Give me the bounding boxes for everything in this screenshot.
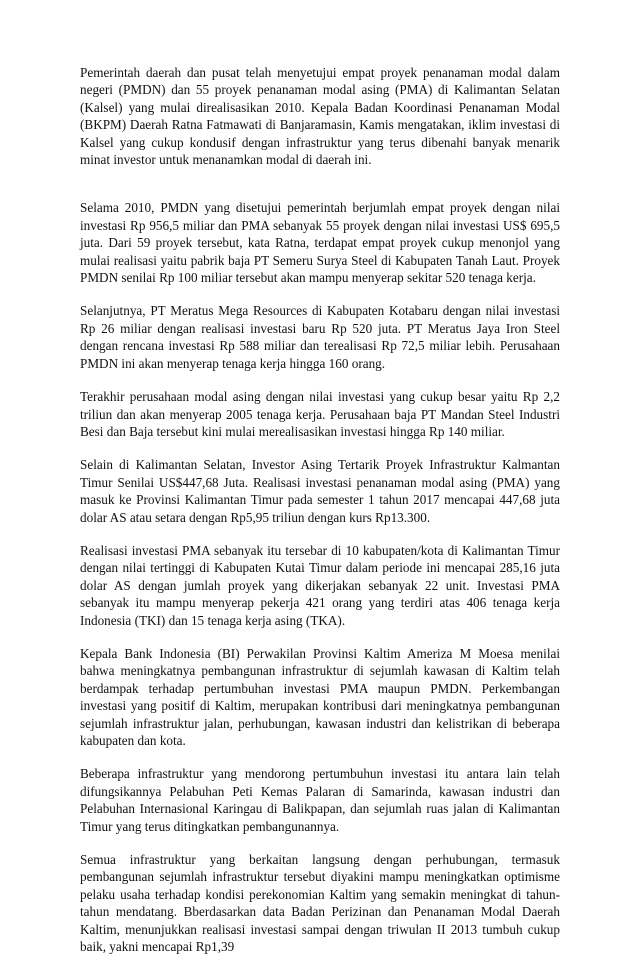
paragraph: Selain di Kalimantan Selatan, Investor Asing Tertarik Proyek Infrastruktur Kalmantan Timur Senilai US$447,68 Juta. Realisasi investasi penanaman modal asing (PMA) yang masuk ke Provinsi Kalimantan Timur pada semester 1 tahun 2017 mencapai 447,68 juta dolar AS atau setara dengan Rp5,95 triliun dengan kurs Rp13.300. [80, 457, 560, 525]
paragraph: Terakhir perusahaan modal asing dengan nilai investasi yang cukup besar yaitu Rp 2,2 triliun dan akan menyerap 2005 tenaga kerja. Perusahaan baja PT Mandan Steel Industri Besi dan Baja tersebut kini mulai merealisasikan investasi hingga Rp 140 miliar. [80, 389, 560, 439]
paragraph: Selanjutnya, PT Meratus Mega Resources di Kabupaten Kotabaru dengan nilai investasi Rp 26 miliar dengan realisasi investasi baru Rp 520 juta. PT Meratus Jaya Iron Steel dengan rencana investasi Rp 588 miliar dan terealisasi Rp 72,5 miliar lebih. Perusahaan PMDN ini akan menyerap tenaga kerja hingga 160 orang. [80, 303, 560, 371]
paragraph: Pemerintah daerah dan pusat telah menyetujui empat proyek penanaman modal dalam negeri (PMDN) dan 55 proyek penanaman modal asing (PMA) di Kalimantan Selatan (Kalsel) yang mulai direalisasikan 2010. Kepala Badan Koordinasi Penanaman Modal (BKPM) Daerah Ratna Fatmawati di Banjaramasin, Kamis mengatakan, iklim investasi di Kalsel yang cukup kondusif dengan infrastruktur yang terus dibenahi banyak menarik minat investor untuk menanamkan modal di daerah ini. [80, 65, 560, 168]
paragraph: Realisasi investasi PMA sebanyak itu tersebar di 10 kabupaten/kota di Kalimantan Timur dengan nilai tertinggi di Kabupaten Kutai Timur dalam periode ini mencapai 285,16 juta dolar AS dengan jumlah proyek yang dikerjakan sebanyak 22 unit. Investasi PMA sebanyak itu mampu menyerap pekerja 421 orang yang terdiri atas 406 tenaga kerja Indonesia (TKI) dan 15 tenaga kerja asing (TKA). [80, 542, 560, 628]
paragraph: Kepala Bank Indonesia (BI) Perwakilan Provinsi Kaltim Ameriza M Moesa menilai bahwa meningkatnya pembangunan infrastruktur di sejumlah kawasan di Kaltim telah berdampak terhadap pertumbuhan investasi PMA maupun PMDN. Perkembangan investasi yang positif di Kaltim, merupakan kontribusi dari meningkatnya pembangunan sejumlah infrastruktur jalan, perhubungan, kawasan industri dan kelistrikan di beberapa kabupaten dan kota. [80, 645, 560, 748]
paragraph: Beberapa infrastruktur yang mendorong pertumbuhun investasi itu antara lain telah difungsikannya Pelabuhan Peti Kemas Palaran di Samarinda, kawasan industri dan Pelabuhan Internasional Karingau di Balikpapan, dan sejumlah ruas jalan di Kalimantan Timur yang terus ditingkatkan pembangunannya. [80, 766, 560, 834]
paragraph: Selama 2010, PMDN yang disetujui pemerintah berjumlah empat proyek dengan nilai investasi Rp 956,5 miliar dan PMA sebanyak 55 proyek dengan nilai investasi US$ 695,5 juta. Dari 59 proyek tersebut, kata Ratna, terdapat empat proyek cukup menonjol yang mulai realisasi yaitu pabrik baja PT Semeru Surya Steel di Kabupaten Tanah Laut. Proyek PMDN senilai Rp 100 miliar tersebut akan mampu menyerap sekitar 520 tenaga kerja. [80, 200, 560, 286]
document-page [80, 64, 560, 971]
paragraph: Semua infrastruktur yang berkaitan langsung dengan perhubungan, termasuk pembangunan sejumlah infrastruktur tersebut diyakini mampu meningkatkan optimisme pelaku usaha terhadap kondisi perekonomian Kaltim yang semakin meningkat di tahun-tahun mendatang. Bberdasarkan data Badan Perizinan dan Penanaman Modal Daerah Kaltim, menunjukkan realisasi investasi sampai dengan triwulan II 2013 tumbuh cukup baik, yakni mencapai Rp1,39 [80, 852, 560, 955]
